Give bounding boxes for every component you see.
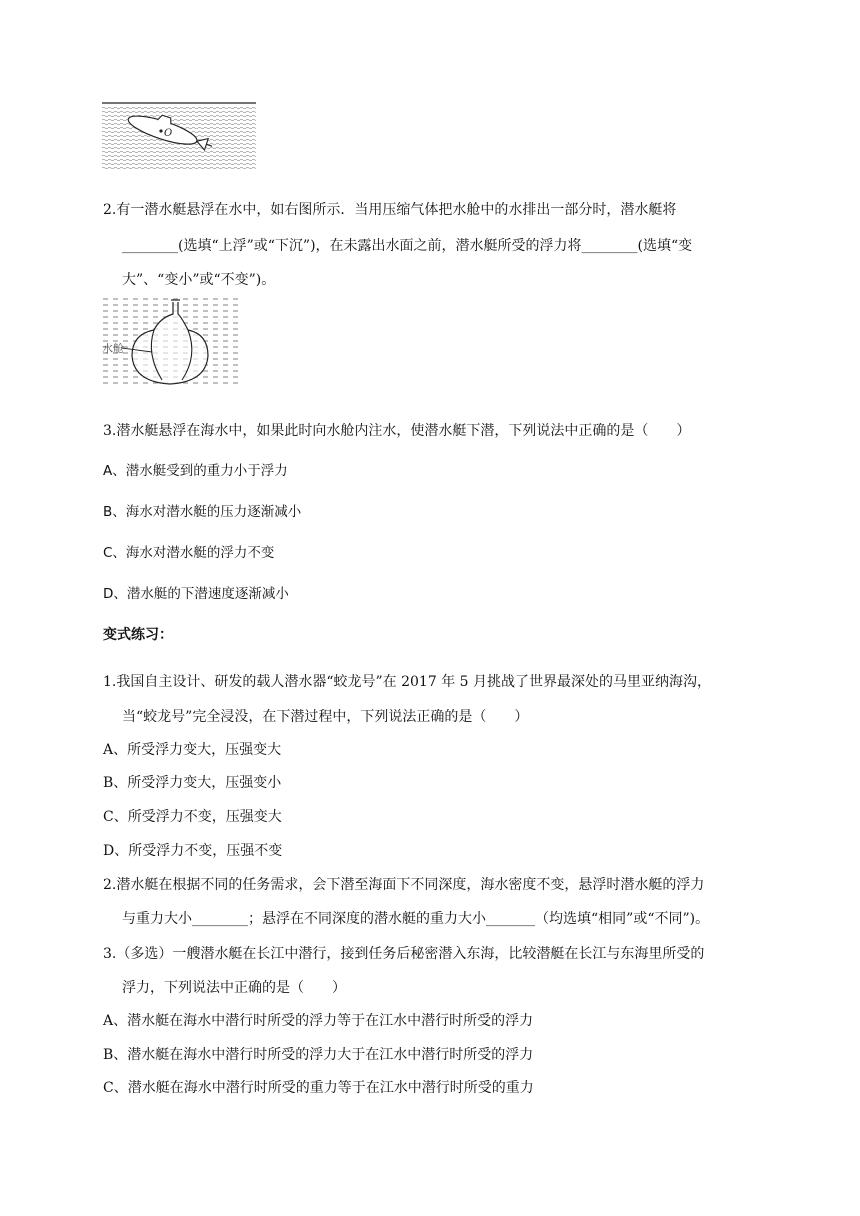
- variant-1-option-b: B、所受浮力变大，压强变小: [103, 775, 282, 791]
- variant-3-option-a: A、潜水艇在海水中潜行时所受的浮力等于在江水中潜行时所受的浮力: [103, 1013, 534, 1029]
- variant-3-option-c: C、潜水艇在海水中潜行时所受的重力等于在江水中潜行时所受的重力: [103, 1080, 534, 1096]
- question-3-option-b: B、海水对潜水艇的压力逐渐减小: [103, 504, 302, 520]
- variant-3-option-b: B、潜水艇在海水中潜行时所受的浮力大于在江水中潜行时所受的浮力: [103, 1047, 534, 1063]
- submarine-figure: [102, 102, 256, 170]
- question-3-option-c: C、海水对潜水艇的浮力不变: [103, 545, 275, 561]
- question-2-line-3: 大”、“变小”或“不变”)。: [122, 272, 276, 288]
- variant-1-line-1: 1.我国自主设计、研发的载人潜水器“蛟龙号”在 2017 年 5 月挑战了世界最深处的马里亚纳海沟，: [103, 674, 712, 690]
- question-3-option-d: D、潜水艇的下潜速度逐渐减小: [103, 586, 289, 602]
- variant-3-line-2: 浮力，下列说法中正确的是（ ）: [122, 980, 346, 996]
- center-point-dot: [159, 129, 162, 132]
- point-label: O: [164, 128, 173, 139]
- variant-1-option-d: D、所受浮力不变，压强不变: [103, 843, 283, 859]
- tank-label: 水舱: [102, 342, 124, 355]
- variant-2-line-1: 2.潜水艇在根据不同的任务需求，会下潜至海面下不同深度，海水密度不变，悬浮时潜水艇的浮力: [103, 877, 705, 893]
- variant-3-line-1: 3.（多选）一艘潜水艇在长江中潜行，接到任务后秘密潜入东海，比较潜艇在长江与东海里所受的: [103, 946, 705, 962]
- ballast-tank-figure: [102, 296, 240, 388]
- question-3-option-a: A、潜水艇受到的重力小于浮力: [103, 463, 288, 479]
- question-3-stem: 3.潜水艇悬浮在海水中，如果此时向水舱内注水，使潜水艇下潜，下列说法中正确的是（ ）: [103, 423, 691, 439]
- question-2-line-1: 2.有一潜水艇悬浮在水中，如右图所示．当用压缩气体把水舱中的水排出一部分时，潜水艇将: [103, 202, 677, 218]
- section-heading: 变式练习：: [103, 627, 173, 643]
- variant-2-line-2: 与重力大小________；悬浮在不同深度的潜水艇的重力大小_______（均选填“相同”或“不同”)。: [122, 911, 710, 927]
- variant-1-option-a: A、所受浮力变大，压强变大: [103, 742, 282, 758]
- variant-1-option-c: C、所受浮力不变，压强变大: [103, 809, 282, 825]
- question-2-line-2: ________(选填“上浮”或“下沉”)，在未露出水面之前，潜水艇所受的浮力将________(选填“变: [122, 238, 693, 254]
- variant-1-line-2: 当“蛟龙号”完全浸没，在下潜过程中，下列说法正确的是（ ）: [122, 709, 529, 725]
